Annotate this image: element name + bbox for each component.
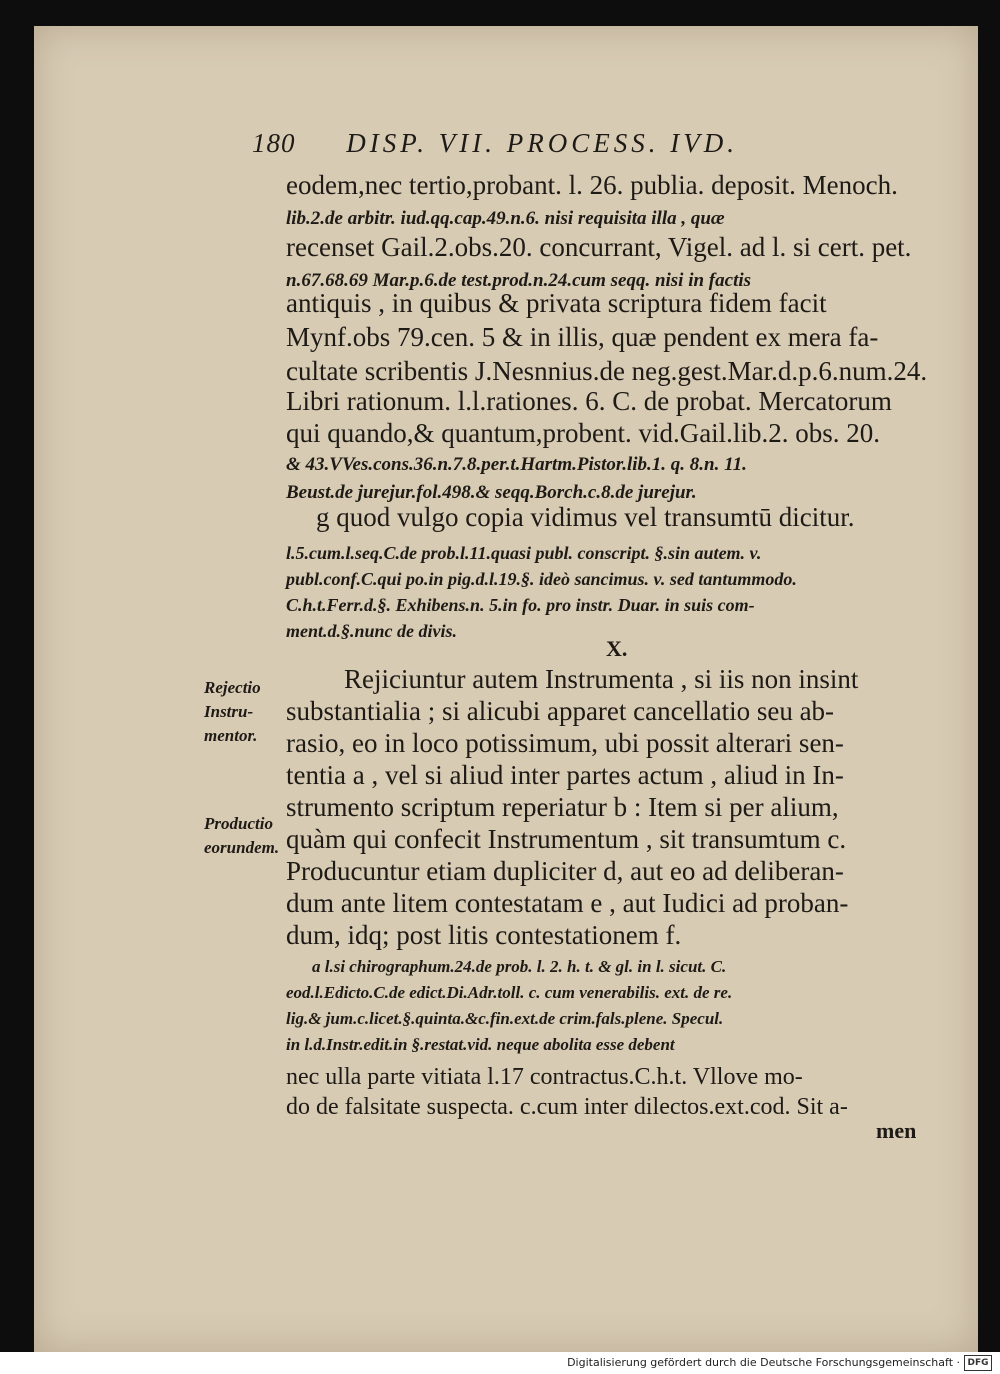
text-line: C.h.t.Ferr.d.§. Exhibens.n. 5.in fo. pro instr. Duar. in suis com-: [286, 595, 755, 615]
footnote-line: lig.& jum.c.licet.§.quinta.&c.fin.ext.de crim.fals.plene. Specul.: [286, 1009, 724, 1028]
text-line: rasio, eo in loco potissimum, ubi possit alterari sen-: [286, 728, 844, 758]
section-mark: X.: [606, 636, 628, 661]
text-line: Mynf.obs 79.cen. 5 & in illis, quæ pendent ex mera fa-: [286, 322, 879, 352]
footnote-line: in l.d.Instr.edit.in §.restat.vid. neque abolita esse debent: [286, 1035, 675, 1054]
text-line: antiquis , in quibus & privata scriptura fidem facit: [286, 288, 827, 318]
text-line: ment.d.§.nunc de divis.: [286, 621, 458, 641]
footnote-line: a l.si chirographum.24.de prob. l. 2. h. t. & gl. in l. sicut. C.: [312, 957, 727, 976]
text-line: recenset Gail.2.obs.20. concurrant, Vigel. ad l. si cert. pet.: [286, 232, 912, 262]
text-line: do de falsitate suspecta. c.cum inter dilectos.ext.cod. Sit a-: [286, 1094, 848, 1120]
text-line: Beust.de jurejur.fol.498.& seqq.Borch.c.8.de jurejur.: [286, 482, 697, 503]
page-number: 180: [252, 128, 296, 158]
text-line: eodem,nec tertio,probant. l. 26. publia. deposit. Menoch.: [286, 170, 898, 200]
text-line: qui quando,& quantum,probent. vid.Gail.lib.2. obs. 20.: [286, 418, 880, 448]
page-header: [252, 128, 772, 168]
text-line: g quod vulgo copia vidimus vel transumtū dicitur.: [316, 502, 855, 532]
text-line: publ.conf.C.qui po.in pig.d.l.19.§. ideò sancimus. v. sed tantummodo.: [286, 569, 797, 589]
catchword: men: [876, 1118, 917, 1143]
dfg-logo: DFG: [964, 1355, 992, 1371]
text-line: Libri rationum. l.l.rationes. 6. C. de probat. Mercatorum: [286, 386, 892, 416]
text-line: & 43.VVes.cons.36.n.7.8.per.t.Hartm.Pistor.lib.1. q. 8.n. 11.: [286, 454, 747, 475]
text-line: dum, idq; post litis contestationem f.: [286, 920, 682, 950]
margin-note-productio: Productio eorundem.: [204, 814, 280, 857]
footnote-line: eod.l.Edicto.C.de edict.Di.Adr.toll. c. cum venerabilis. ext. de re.: [286, 983, 733, 1002]
margin-note-rejectio: Rejectio Instru- mentor.: [204, 678, 261, 745]
text-line: dum ante litem contestatam e , aut Iudici ad proban-: [286, 888, 849, 918]
text-line: tentia a , vel si aliud inter partes actum , aliud in In-: [286, 760, 844, 790]
text-line: cultate scribentis J.Nesnnius.de neg.gest.Mar.d.p.6.num.24.: [286, 356, 928, 386]
text-line: Producuntur etiam dupliciter d, aut eo ad deliberan-: [286, 856, 844, 886]
text-line: strumento scriptum reperiatur b : Item si per alium,: [286, 792, 839, 822]
text-line: l.5.cum.l.seq.C.de prob.l.11.quasi publ. conscript. §.sin autem. v.: [286, 543, 762, 563]
text-line: n.67.68.69 Mar.p.6.de test.prod.n.24.cum seqq. nisi in factis: [286, 270, 752, 291]
text-line: lib.2.de arbitr. iud.qq.cap.49.n.6. nisi requisita illa , quæ: [286, 208, 725, 229]
text-line: substantialia ; si alicubi apparet cancellatio seu ab-: [286, 696, 835, 726]
text-line: nec ulla parte vitiata l.17 contractus.C.h.t. Vllove mo-: [286, 1064, 803, 1090]
running-title: DISP. VII. PROCESS. IVD.: [346, 128, 738, 158]
text-line: Rejiciuntur autem Instrumenta , si iis non insint: [344, 664, 859, 694]
digitization-credit: Digitalisierung gefördert durch die Deutsche Forschungsgemeinschaft ·: [567, 1356, 960, 1369]
text-line: quàm qui confecit Instrumentum , sit transumtum c.: [286, 824, 847, 854]
